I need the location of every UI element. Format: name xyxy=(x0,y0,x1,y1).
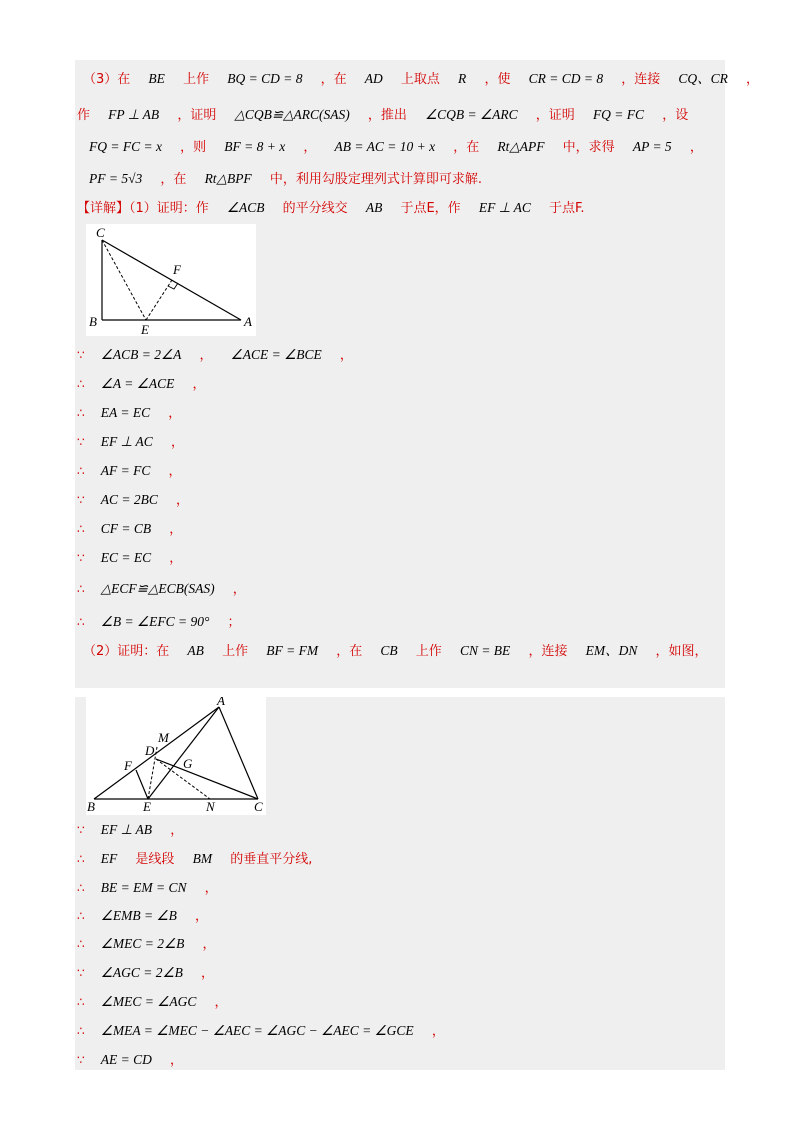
math: Rt△BPF xyxy=(204,171,252,186)
text: 中，求得 xyxy=(562,140,615,155)
proof1-line-4 xyxy=(77,433,184,452)
fig2-label-d: D xyxy=(145,743,155,758)
text: ，推出 xyxy=(367,108,407,123)
fig2-label-n: N xyxy=(206,799,215,814)
text: 是线段 xyxy=(135,852,175,867)
therefore-symbol: ∴ xyxy=(77,406,85,420)
math: PF = 5√3 xyxy=(89,171,143,186)
math: EF ⊥ AC xyxy=(478,200,531,215)
text: ，如图， xyxy=(655,644,708,659)
fig1-label-b: B xyxy=(89,314,97,329)
proof1-line-5 xyxy=(77,462,182,481)
because-symbol: ∵ xyxy=(77,823,85,837)
text: ， xyxy=(339,348,353,363)
math: AE = CD xyxy=(100,1052,152,1067)
math: △CQB≌△ARC(SAS) xyxy=(234,107,350,122)
proof2-line-7 xyxy=(77,993,228,1012)
math: BM xyxy=(192,851,213,866)
math: BE = EM = CN xyxy=(100,880,187,895)
proof2-line-3 xyxy=(77,879,218,898)
because-symbol: ∵ xyxy=(77,348,85,362)
math: AF = FC xyxy=(100,463,151,478)
para3-line-3 xyxy=(89,138,703,157)
math: EF xyxy=(100,851,118,866)
proof1-line-1 xyxy=(77,346,353,365)
therefore-symbol: ∴ xyxy=(77,615,85,629)
fig1-label-f: F xyxy=(173,262,181,277)
text: ， xyxy=(214,995,228,1010)
proof1-line-6 xyxy=(77,491,189,510)
text: 的平分线交 xyxy=(282,201,348,216)
text: ，在 xyxy=(160,172,187,187)
text: ， xyxy=(168,406,182,421)
math: △ECF≌△ECB(SAS) xyxy=(100,581,215,596)
text: 于点F. xyxy=(548,201,585,216)
geometry-figure-1 xyxy=(86,224,256,336)
geometry-figure-2 xyxy=(86,697,266,815)
text: ， xyxy=(689,140,703,155)
fig1-label-e: E xyxy=(141,322,149,336)
because-symbol: ∵ xyxy=(77,435,85,449)
text: 于点E，作 xyxy=(400,201,461,216)
proof1-line-10 xyxy=(77,613,241,632)
math: CB xyxy=(380,643,398,658)
text: ，使 xyxy=(484,72,511,87)
proof1-line-8 xyxy=(77,549,182,568)
para3-line-2 xyxy=(77,106,688,125)
math: ∠ACE = ∠BCE xyxy=(230,347,322,362)
proof1-line-7 xyxy=(77,520,182,539)
detail-line xyxy=(77,199,585,218)
text: ， xyxy=(232,582,246,597)
text: ，连接 xyxy=(621,72,661,87)
math: BE xyxy=(148,71,165,86)
proof2-line-8 xyxy=(77,1022,445,1041)
proof2-line-6 xyxy=(77,964,214,983)
text: 的垂直平分线, xyxy=(230,852,313,867)
therefore-symbol: ∴ xyxy=(77,937,85,951)
math: ∠AGC = 2∠B xyxy=(100,965,183,980)
because-symbol: ∵ xyxy=(77,551,85,565)
therefore-symbol: ∴ xyxy=(77,464,85,478)
math: R xyxy=(458,71,467,86)
text: ， xyxy=(192,377,206,392)
text: 上作 xyxy=(222,644,249,659)
math: BF = 8 + x xyxy=(224,139,286,154)
text: ，连接 xyxy=(528,644,568,659)
therefore-symbol: ∴ xyxy=(77,995,85,1009)
math: CQ、CR xyxy=(678,71,728,86)
fig2-label-b: B xyxy=(87,799,95,814)
proof1-line-2 xyxy=(77,375,206,394)
math: FP ⊥ AB xyxy=(108,107,160,122)
fig1-label-c: C xyxy=(96,225,105,240)
math: CR = CD = 8 xyxy=(528,71,604,86)
math: CN = BE xyxy=(459,643,511,658)
text: （2）证明：在 xyxy=(83,644,170,659)
text: ， xyxy=(170,823,184,838)
math: ∠B = ∠EFC = 90° xyxy=(100,614,210,629)
because-symbol: ∵ xyxy=(77,1053,85,1067)
text: ，证明 xyxy=(177,108,217,123)
math: AP = 5 xyxy=(632,139,672,154)
proof2-line-9 xyxy=(77,1051,183,1070)
math: ∠EMB = ∠B xyxy=(100,908,177,923)
therefore-symbol: ∴ xyxy=(77,881,85,895)
math: ∠MEA = ∠MEC − ∠AEC = ∠AGC − ∠AEC = ∠GCE xyxy=(100,1023,414,1038)
therefore-symbol: ∴ xyxy=(77,377,85,391)
text: 上作 xyxy=(183,72,210,87)
math: ∠ACB = 2∠A xyxy=(100,347,182,362)
text: ， xyxy=(431,1024,445,1039)
fig2-label-f: F xyxy=(124,758,132,773)
proof1-line-3 xyxy=(77,404,181,423)
fig1-label-a: A xyxy=(244,314,252,329)
text: ， xyxy=(170,1053,184,1068)
math: EM、DN xyxy=(585,643,638,658)
text: ， xyxy=(746,72,760,87)
math: EC = EC xyxy=(100,550,152,565)
text: ， xyxy=(194,909,208,924)
detail-heading: 【详解】（1）证明：作 xyxy=(77,201,209,216)
therefore-symbol: ∴ xyxy=(77,582,85,596)
math: EA = EC xyxy=(100,405,151,420)
math: AB xyxy=(365,200,383,215)
text: ，在 xyxy=(453,140,480,155)
text: ； xyxy=(227,615,241,630)
text: ， xyxy=(169,551,183,566)
text: ， xyxy=(204,881,218,896)
math: Rt△APF xyxy=(497,139,545,154)
math: FQ = FC xyxy=(592,107,645,122)
text: 作 xyxy=(77,108,91,123)
text: ， xyxy=(200,966,214,981)
therefore-symbol: ∴ xyxy=(77,852,85,866)
therefore-symbol: ∴ xyxy=(77,909,85,923)
fig2-label-a: A xyxy=(217,697,225,708)
proof2-line-2 xyxy=(77,850,312,869)
text: 上取点 xyxy=(400,72,440,87)
math: ∠A = ∠ACE xyxy=(100,376,175,391)
fig2-label-g: G xyxy=(183,756,193,771)
math: BF = FM xyxy=(266,643,319,658)
text: ， xyxy=(303,140,317,155)
para2-line xyxy=(83,642,708,661)
text: ， xyxy=(176,493,190,508)
text: ，则 xyxy=(180,140,207,155)
math: FQ = FC = x xyxy=(89,139,162,154)
text: （3）在 xyxy=(83,72,131,87)
proof1-line-9 xyxy=(77,580,246,599)
text: ， xyxy=(168,464,182,479)
math: ∠MEC = ∠AGC xyxy=(100,994,197,1009)
therefore-symbol: ∴ xyxy=(77,1024,85,1038)
text: ， xyxy=(202,937,216,952)
math: AB = AC = 10 + x xyxy=(334,139,436,154)
text: ，在 xyxy=(320,72,347,87)
fig2-label-m: M xyxy=(158,730,169,745)
math: AD xyxy=(364,71,383,86)
text: ， xyxy=(170,435,184,450)
proof2-line-4 xyxy=(77,907,208,926)
fig2-label-e: E xyxy=(143,799,151,814)
math: ∠MEC = 2∠B xyxy=(100,936,185,951)
proof2-line-5 xyxy=(77,935,216,954)
text: ， xyxy=(199,348,213,363)
para3-line-4 xyxy=(89,170,482,189)
text: ， xyxy=(169,522,183,537)
text: 上作 xyxy=(415,644,442,659)
text: 中，利用勾股定理列式计算即可求解. xyxy=(269,172,482,187)
math: ∠CQB = ∠ARC xyxy=(425,107,518,122)
para3-line-1 xyxy=(83,70,759,89)
text: ，在 xyxy=(336,644,363,659)
proof2-line-1 xyxy=(77,821,183,840)
math: AC = 2BC xyxy=(100,492,158,507)
math: AB xyxy=(187,643,204,658)
text: ，设 xyxy=(662,108,689,123)
because-symbol: ∵ xyxy=(77,966,85,980)
math: ∠ACB xyxy=(226,200,265,215)
math: EF ⊥ AC xyxy=(100,434,153,449)
math: BQ = CD = 8 xyxy=(227,71,303,86)
fig2-label-c: C xyxy=(254,799,263,814)
math: CF = CB xyxy=(100,521,152,536)
therefore-symbol: ∴ xyxy=(77,522,85,536)
math: EF ⊥ AB xyxy=(100,822,153,837)
because-symbol: ∵ xyxy=(77,493,85,507)
text: ，证明 xyxy=(535,108,575,123)
